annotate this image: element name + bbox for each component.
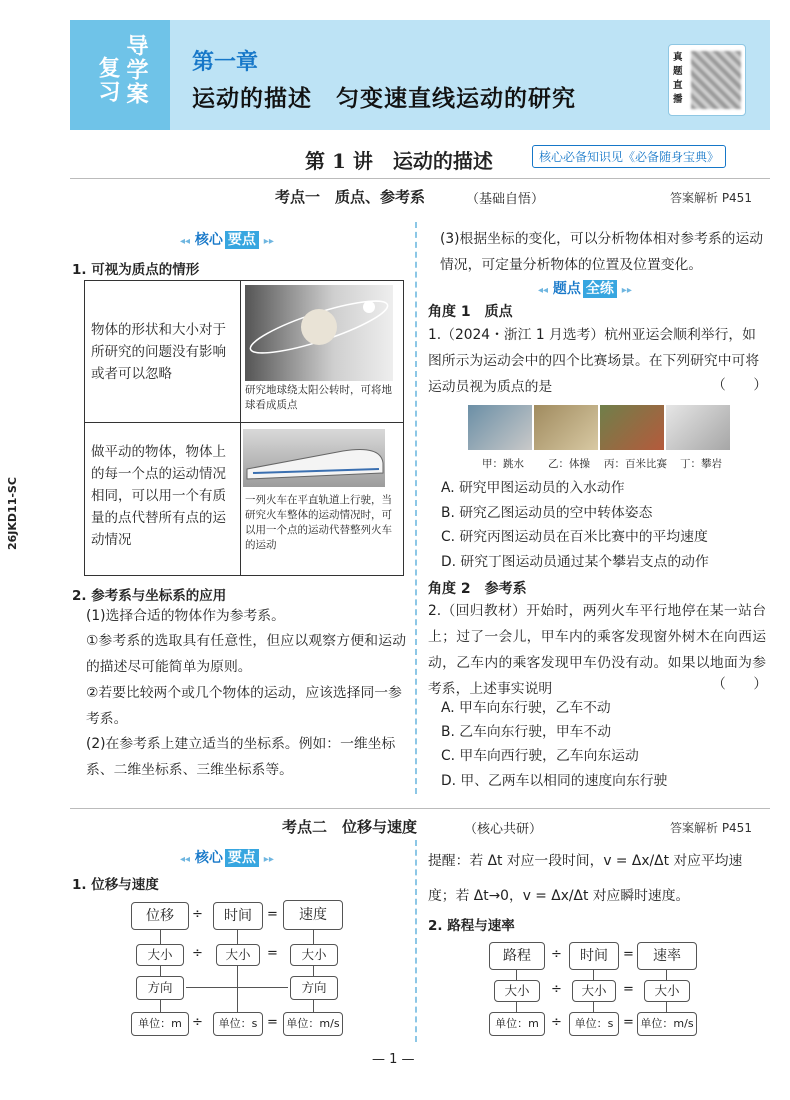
option-b[interactable]: B. 乙车向东行驶，甲车不动	[441, 724, 612, 740]
flow-operator: ÷	[192, 907, 203, 922]
kp1-answer-ref: 答案解析 P451	[670, 191, 752, 205]
tip-line: 度；若 Δt→0，v = Δx/Δt 对应瞬时速度。	[428, 888, 690, 904]
paragraph: ②若要比较两个或几个物体的运动，应该选择同一参考系。	[86, 685, 402, 727]
section-divider	[70, 808, 770, 809]
flow-operator: ÷	[551, 982, 562, 997]
section-heading: 1. 可视为质点的情形	[72, 262, 200, 278]
flow-box: 方向	[136, 976, 184, 1000]
option-a[interactable]: A. 研究甲图运动员的入水动作	[441, 480, 625, 496]
flow-operator: =	[623, 982, 634, 997]
section-heading: 2. 参考系与坐标系的应用	[72, 588, 227, 604]
flow-box: 单位：m/s	[283, 1012, 343, 1036]
chapter-title: 运动的描述 匀变速直线运动的研究	[192, 86, 576, 112]
qr-code-panel[interactable]	[668, 44, 746, 116]
section-heading: 2. 路程与速率	[428, 918, 515, 934]
flow-operator: ÷	[192, 946, 203, 961]
flow-box: 单位：m	[131, 1012, 189, 1036]
flow-box: 大小	[290, 944, 338, 966]
train-figure	[243, 423, 403, 575]
paragraph: (2)在参考系上建立适当的坐标系。例如：一维坐标系、二维坐标系、三维坐标系等。	[86, 736, 396, 778]
flow-box: 路程	[489, 942, 545, 970]
option-d[interactable]: D. 甲、乙两车以相同的速度向东行驶	[441, 773, 668, 789]
paragraph: (3)根据坐标的变化，可以分析物体相对参考系的运动情况，可定量分析物体的位置及位置变化。	[440, 231, 764, 273]
flow-box: 速度	[283, 900, 343, 930]
sprint-photo	[600, 405, 664, 450]
particle-cases-table	[84, 280, 404, 576]
kp2-title: 考点二 位移与速度	[282, 818, 418, 836]
answer-blank[interactable]: （ ）	[712, 377, 768, 393]
option-d[interactable]: D. 研究丁图运动员通过某个攀岩支点的动作	[441, 554, 709, 570]
option-c[interactable]: C. 研究丙图运动员在百米比赛中的平均速度	[441, 529, 708, 545]
flow-operator: =	[267, 907, 278, 922]
flow-box: 单位：s	[569, 1012, 619, 1036]
core-points-badge: ◂◂ 核心 要点 ▸▸	[180, 232, 274, 248]
diving-photo	[468, 405, 532, 450]
flow-box: 单位：s	[213, 1012, 263, 1036]
photo-caption: 乙：体操	[548, 458, 590, 470]
flow-operator: =	[267, 946, 278, 961]
review-guide-tag	[70, 20, 170, 130]
photo-caption: 丁：攀岩	[680, 458, 722, 470]
qr-code-image[interactable]	[691, 51, 741, 109]
option-b[interactable]: B. 研究乙图运动员的空中转体姿态	[441, 505, 653, 521]
chapter-number: 第一章	[192, 50, 259, 75]
photo-caption: 丙：百米比赛	[604, 458, 667, 470]
section-heading: 1. 位移与速度	[72, 877, 159, 893]
kp2-note: （核心共研）	[464, 822, 543, 837]
core-points-badge: ◂◂ 核心 要点 ▸▸	[180, 850, 274, 866]
drill-badge: ◂◂ 题点 全练 ▸▸	[538, 281, 632, 297]
kp2-answer-ref: 答案解析 P451	[670, 821, 752, 835]
paragraph: ①参考系的选取具有任意性，但应以观察方便和运动的描述尽可能简单为原则。	[86, 633, 406, 675]
flow-box: 单位：m	[489, 1012, 545, 1036]
flow-box: 大小	[644, 980, 690, 1002]
tag-char: 导	[123, 34, 148, 58]
flow-box: 方向	[290, 976, 338, 1000]
photo-caption: 甲：跳水	[482, 458, 524, 470]
page-number: — 1 —	[372, 1052, 415, 1067]
column-divider	[415, 222, 417, 794]
flow-box: 时间	[569, 942, 619, 970]
kp1-title: 考点一 质点、参考系	[275, 188, 426, 206]
tag-char: 复	[95, 56, 120, 80]
section-divider	[70, 178, 770, 179]
flow-operator: ÷	[192, 1015, 203, 1030]
option-c[interactable]: C. 甲车向西行驶，乙车向东运动	[441, 748, 639, 764]
qr-label: 真题直播	[673, 52, 683, 105]
earth-orbit-figure	[243, 281, 403, 422]
figure-caption: 一列火车在平直轨道上行驶，当研究火车整体的运动情况时，可以用一个点的运动代替整列火车的运动	[245, 494, 392, 551]
flow-box: 时间	[213, 902, 263, 930]
flow-box: 大小	[494, 980, 540, 1002]
table-cell: 做平动的物体，物体上的每一个点的运动情况相同，可以用一个有质量的点代替所有点的运动情况	[91, 444, 226, 548]
flow-operator: ÷	[551, 1015, 562, 1030]
question-stem: 2.（回归教材）开始时，两列火车平行地停在某一站台上；过了一会儿，甲车内的乘客发现窗外树木在向西运动，乙车内的乘客发现甲车仍没有动。如果以地面为参考系，上述事实说明	[428, 603, 766, 697]
flow-operator: ÷	[551, 947, 562, 962]
flow-box: 单位：m/s	[637, 1012, 697, 1036]
angle-heading: 角度 2 参考系	[428, 581, 527, 597]
gymnastics-photo	[534, 405, 598, 450]
side-code: 26JKD11-SC	[6, 477, 19, 550]
column-divider	[415, 840, 417, 1042]
figure-caption: 研究地球绕太阳公转时，可将地球看成质点	[245, 384, 392, 411]
table-cell: 物体的形状和大小对于所研究的问题没有影响或者可以忽略	[91, 322, 226, 382]
paragraph: (1)选择合适的物体作为参考系。	[86, 608, 285, 624]
question-stem: 1.（2024・浙江 1 月选考）杭州亚运会顺利举行，如图所示为运动会中的四个比赛场景。在下列研究中可将运动员视为质点的是	[428, 327, 760, 395]
flow-box: 大小	[572, 980, 616, 1002]
flow-box: 速率	[637, 942, 697, 970]
flow-operator: =	[623, 1015, 634, 1030]
chapter-header-band	[70, 20, 770, 130]
flow-box: 位移	[131, 902, 189, 930]
answer-blank[interactable]: （ ）	[712, 676, 768, 692]
option-a[interactable]: A. 甲车向东行驶，乙车不动	[441, 700, 611, 716]
flow-operator: =	[267, 1015, 278, 1030]
tag-char: 案	[123, 82, 148, 106]
flow-box: 大小	[216, 944, 260, 966]
lecture-reference-note: 核心必备知识见《必备随身宝典》	[532, 145, 726, 168]
flow-operator: =	[623, 947, 634, 962]
lecture-title: 第 1 讲 运动的描述	[305, 149, 493, 173]
tag-char: 学	[123, 58, 148, 82]
angle-heading: 角度 1 质点	[428, 304, 513, 320]
tip-line: 提醒：若 Δt 对应一段时间，v = Δx/Δt 对应平均速	[428, 853, 743, 869]
kp1-note: （基础自悟）	[466, 192, 545, 207]
climbing-photo	[666, 405, 730, 450]
tag-char: 习	[95, 80, 120, 104]
flow-box: 大小	[136, 944, 184, 966]
